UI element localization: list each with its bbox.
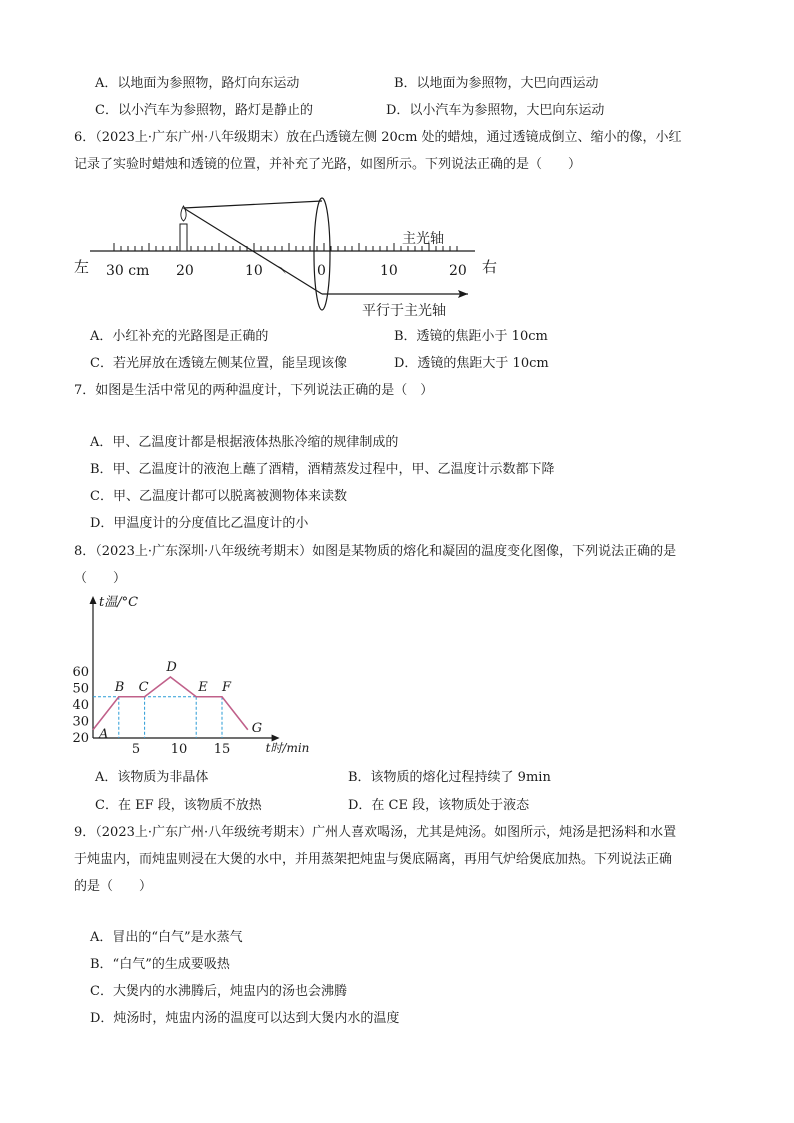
q8-option-a: A．该物质为非晶体: [95, 770, 209, 785]
q7-option-d: D．甲温度计的分度值比乙温度计的小: [90, 516, 309, 531]
q9-stem-line2: 于炖盅内，而炖盅则浸在大煲的水中，并用蒸架把炖盅与煲底隔离，再用气炉给煲底加热。下列说法正确: [74, 852, 673, 867]
q9-stem-line3: 的是（ ）: [74, 879, 153, 894]
point-label-g: G: [251, 720, 263, 736]
convex-lens: [314, 198, 330, 310]
tick-0: 0: [317, 263, 326, 279]
x-tick-label: 15: [213, 742, 231, 757]
q8-option-d: D．在 CE 段，该物质处于液态: [348, 798, 530, 813]
light-ray-to-lens: [184, 201, 323, 208]
q8-stem-line1: 8．（2023上·广东深圳·八年级统考期末）如图是某物质的熔化和凝固的温度变化图像，下列说法正确的是: [74, 544, 677, 559]
q8-option-b: B．该物质的熔化过程持续了 9min: [348, 770, 551, 785]
point-label-c: C: [138, 679, 149, 695]
q9-option-d: D．炖汤时，炖盅内汤的温度可以达到大煲内水的温度: [90, 1011, 400, 1026]
q9-option-a: A．冒出的“白气”是水蒸气: [90, 930, 243, 945]
q9-option-c: C．大煲内的水沸腾后，炖盅内的汤也会沸腾: [90, 984, 347, 999]
q9-option-b: B．“白气”的生成要吸热: [90, 957, 230, 972]
q9-stem-line1: 9．（2023上·广东广州·八年级统考期末）广州人喜欢喝汤，尤其是炖汤。如图所示，炖汤是把汤料和水置: [74, 825, 677, 840]
lens-figure: [70, 196, 530, 326]
q5-option-a: A．以地面为参照物，路灯向东运动: [95, 76, 300, 91]
candle: [180, 224, 187, 251]
tick-20-right: 20: [449, 263, 467, 279]
x-axis-label: t时/min: [265, 741, 310, 755]
point-label-a: A: [99, 726, 109, 742]
q5-option-b: B．以地面为参照物，大巴向西运动: [394, 76, 599, 91]
tick-10-right: 10: [380, 263, 398, 279]
y-tick-label: 50: [72, 681, 89, 697]
x-tick-label: 10: [170, 742, 188, 757]
x-tick-label: 5: [131, 742, 141, 757]
q7-option-b: B．甲、乙温度计的液泡上蘸了酒精，酒精蒸发过程中，甲、乙温度计示数都下降: [90, 462, 555, 477]
label-parallel: 平行于主光轴: [362, 303, 446, 319]
y-tick-label: 30: [72, 714, 89, 730]
q6-option-b: B．透镜的焦距小于 10cm: [394, 329, 548, 344]
y-tick-label: 40: [72, 698, 89, 713]
y-axis-label: t温/°C: [99, 595, 139, 610]
tick-30cm: 30 cm: [106, 263, 150, 279]
tick-10-left: 10: [245, 263, 263, 279]
point-label-d: D: [166, 659, 177, 675]
point-label-f: F: [222, 679, 232, 695]
label-left: 左: [74, 258, 90, 276]
q6-option-d: D．透镜的焦距大于 10cm: [394, 356, 549, 371]
q6-option-a: A．小红补充的光路图是正确的: [90, 329, 269, 344]
q7-option-c: C．甲、乙温度计都可以脱离被测物体来读数: [90, 489, 347, 504]
y-tick-label: 60: [72, 665, 89, 680]
q6-option-c: C．若光屏放在透镜左侧某位置，能呈现该像: [90, 356, 347, 371]
q7-option-a: A．甲、乙温度计都是根据液体热胀冷缩的规律制成的: [90, 435, 399, 450]
q6-stem-line2: 记录了实验时蜡烛和透镜的位置，并补充了光路，如图所示。下列说法正确的是（ ）: [74, 157, 582, 172]
tick-20-left: 20: [176, 263, 194, 279]
q5-option-c: C．以小汽车为参照物，路灯是静止的: [95, 103, 313, 118]
q8-option-c: C．在 EF 段，该物质不放热: [95, 798, 262, 813]
q5-option-d: D．以小汽车为参照物，大巴向东运动: [386, 103, 605, 118]
y-axis-arrow: [90, 596, 97, 604]
q8-stem-line2: （ ）: [74, 571, 127, 586]
q6-stem-line1: 6．（2023上·广东广州·八年级期末）放在凸透镜左侧 20cm 处的蜡烛，通过透镜成倒立、缩小的像，小红: [74, 130, 682, 145]
q7-stem: 7．如图是生活中常见的两种温度计，下列说法正确的是（ ）: [74, 383, 434, 398]
point-label-b: B: [114, 679, 125, 695]
point-label-e: E: [198, 679, 208, 695]
y-tick-label: 20: [72, 731, 89, 746]
label-main-axis: 主光轴: [402, 231, 444, 247]
melting-curve-chart: [66, 590, 326, 760]
label-right: 右: [482, 258, 498, 276]
